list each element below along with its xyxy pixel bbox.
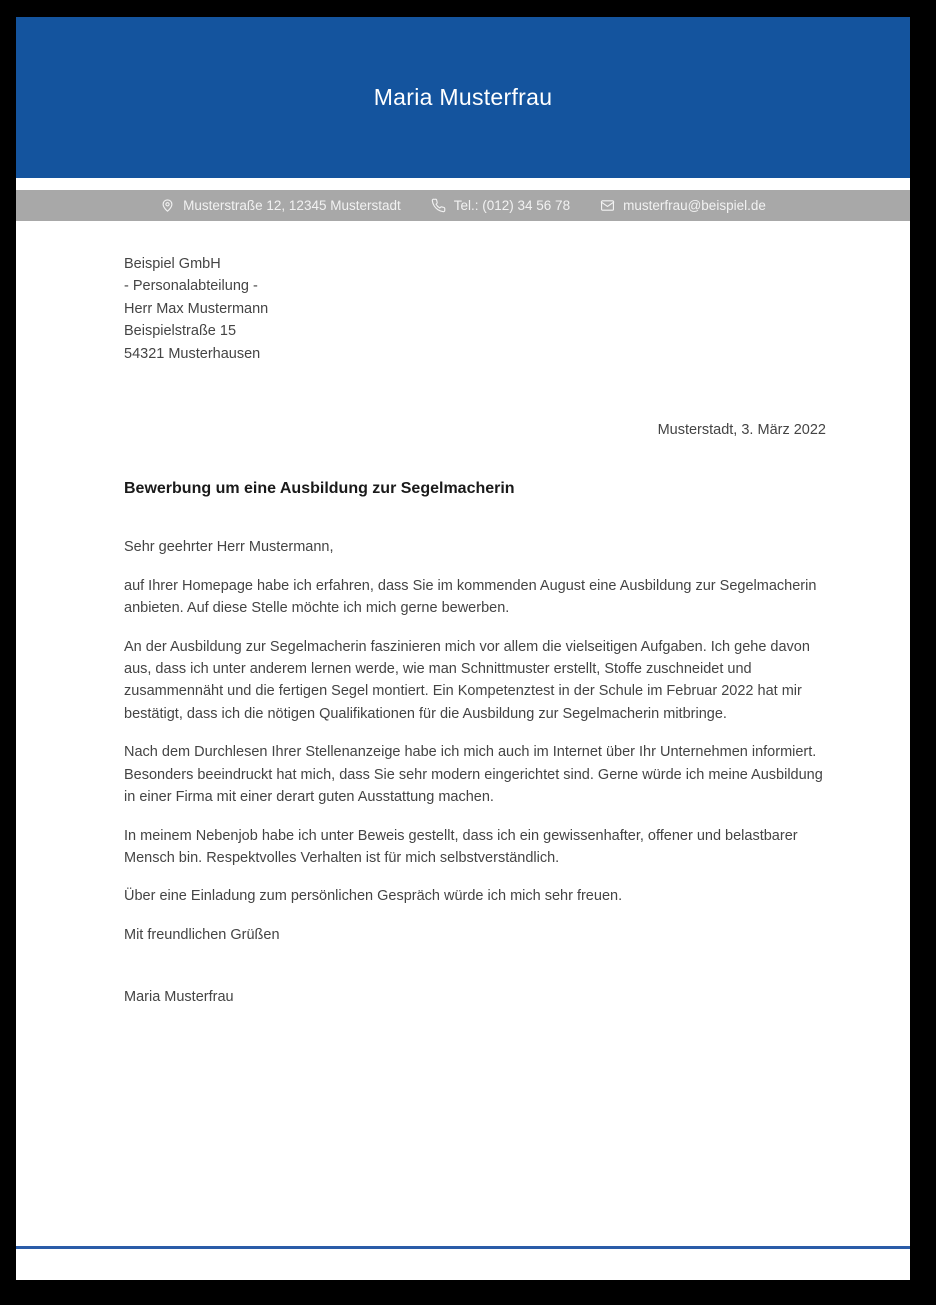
letter-header-banner [16,17,910,178]
sender-name-title: Maria Musterfrau [373,84,553,110]
paragraph: Nach dem Durchlesen Ihrer Stellenanzeige habe ich mich auch im Internet über Ihr Unternehmen informiert. Besonders beeindruckt hat mich, dass Sie sehr modern eingerichtet sind. Gerne würde ich meine Ausbildung in einer Firma mit einer derart guten Ausstattung machen. [124,744,823,806]
contact-email [600,198,766,213]
letter-body [16,253,910,1009]
recipient-address-block [124,253,826,365]
letter-page [16,17,910,1280]
closing-formula: Mit freundlichen Grüßen [124,926,280,943]
envelope-icon [600,198,615,213]
salutation: Sehr geehrter Herr Mustermann, [124,539,334,556]
contact-address [160,198,401,213]
recipient-line-company: Beispiel GmbH [124,256,221,272]
header-divider-gap [16,178,910,190]
footer-accent-line [16,1246,910,1249]
paragraph: In meinem Nebenjob habe ich unter Beweis gestellt, dass ich ein gewissenhafter, offener und belastbarer Mensch bin. Respektvolles Verhalten ist für mich selbstverständlich. [124,827,798,866]
signature-name: Maria Musterfrau [124,989,234,1006]
contact-email-text: musterfrau@beispiel.de [623,198,766,213]
phone-icon [431,198,446,213]
contact-phone-text: Tel.: (012) 34 56 78 [453,198,571,213]
recipient-line-street: Beispielstraße 15 [124,323,237,340]
recipient-line-city: 54321 Musterhausen [124,345,261,362]
paragraph: An der Ausbildung zur Segelmacherin faszinieren mich vor allem die vielseitigen Aufgaben. Ich gehe davon aus, dass ich unter anderem lernen werde, wie man Schnittmuster erstellt, Stoffe zuschneidet und zusammennäht und die fertigen Segel montiert. Ein Kompetenztest in der Schule im Februar 2022 hat mir bestätigt, dass ich die nötigen Qualifikationen für die Ausbildung zur Segelmacherin mitbringe. [124,638,810,722]
paragraph: Über eine Einladung zum persönlichen Gespräch würde ich mich sehr freuen. [124,888,623,905]
subject-line: Bewerbung um eine Ausbildung zur Segelmacherin [124,480,515,498]
recipient-line-department: - Personalabteilung - [124,278,258,295]
recipient-line-person: Herr Max Mustermann [124,300,269,317]
paragraph: auf Ihrer Homepage habe ich erfahren, dass Sie im kommenden August eine Ausbildung zur Segelmacherin anbieten. Auf diese Stelle möchte ich mich gerne bewerben. [124,577,817,617]
contact-address-text: Musterstraße 12, 12345 Musterstadt [183,198,401,213]
map-pin-icon [160,198,175,213]
date-line: Musterstadt, 3. März 2022 [657,422,826,439]
contact-phone [431,198,570,213]
contact-info-bar [16,190,910,221]
